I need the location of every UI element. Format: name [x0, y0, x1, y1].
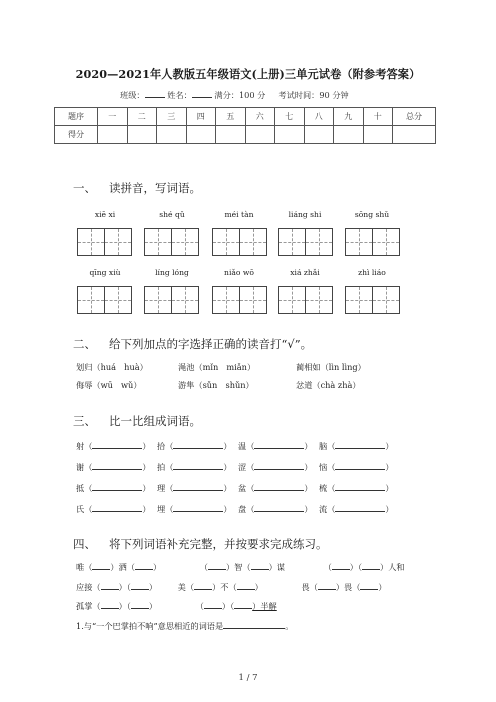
compare-item[interactable]: 拍（ ）	[157, 462, 232, 472]
idiom-item[interactable]: 唯（ ）洒（ ）	[76, 562, 162, 572]
compare-item[interactable]: 拾（ ）	[157, 441, 232, 451]
pronunciation-item[interactable]: 游隼（sǔn shǔn）	[178, 380, 254, 390]
compare-row	[76, 440, 400, 452]
score-col: 四	[186, 108, 216, 126]
section-2-heading	[73, 336, 312, 352]
pinyin-label: shé qǔ	[159, 210, 185, 219]
section-4-heading	[73, 536, 328, 552]
score-cell[interactable]	[157, 126, 187, 144]
score-value-row	[55, 126, 436, 144]
compare-item[interactable]: 盆（ ）	[238, 483, 313, 493]
idiom-item[interactable]: 应接（ ）（ ）	[76, 582, 158, 592]
question-1: 1.与“一个巴掌拍不响”意思相近的词语是 。	[76, 621, 294, 631]
pinyin-label: xiá zhǎi	[290, 268, 320, 277]
pronunciation-item[interactable]: 渑池（mǐn miǎn）	[178, 362, 256, 372]
section-1-number: 一、	[73, 181, 96, 195]
question-1-blank[interactable]	[223, 620, 285, 629]
section-2-number: 二、	[73, 337, 96, 351]
compare-item[interactable]: 氏（ ）	[76, 504, 151, 514]
section-1-title: 读拼音，写词语。	[109, 181, 201, 195]
compare-item[interactable]: 抵（ ）	[76, 483, 151, 493]
compare-row	[76, 461, 400, 473]
pinyin-label: zhì liáo	[358, 268, 386, 277]
section-4-title: 将下列词语补充完整，并按要求完成练习。	[109, 537, 328, 551]
writing-grid[interactable]	[278, 286, 333, 314]
compare-item[interactable]: 流（ ）	[319, 504, 394, 514]
score-cell[interactable]	[127, 126, 157, 144]
idiom-item[interactable]: 美（ ）不（ ）	[177, 582, 263, 592]
class-label: 班级：	[120, 90, 145, 100]
idiom-row	[76, 581, 387, 593]
question-1-text: 1.与“一个巴掌拍不响”意思相近的词语是	[76, 621, 224, 631]
score-col: 六	[245, 108, 275, 126]
score-col: 七	[275, 108, 305, 126]
compare-item[interactable]: 脑（ ）	[319, 441, 394, 451]
pronunciation-item[interactable]: 蔺相如（lìn lìng）	[296, 362, 366, 372]
idiom-item[interactable]: 畏（ ）畏（ ）	[301, 582, 387, 592]
score-col-total: 总分	[393, 108, 436, 126]
writing-grid[interactable]	[144, 228, 199, 256]
score-header-label: 题序	[55, 108, 98, 126]
idiom-item[interactable]: （ ）（ ）半解	[195, 601, 277, 611]
writing-grid[interactable]	[278, 228, 333, 256]
section-3-title: 比一比组成词语。	[109, 414, 201, 428]
writing-grid[interactable]	[212, 228, 267, 256]
compare-item[interactable]: 埋（ ）	[157, 504, 232, 514]
score-col: 三	[157, 108, 187, 126]
writing-grid[interactable]	[345, 228, 400, 256]
idiom-row	[76, 561, 405, 573]
idiom-row	[76, 600, 277, 612]
score-col: 一	[98, 108, 128, 126]
exam-meta	[120, 89, 349, 101]
pinyin-label: liáng shi	[288, 210, 322, 219]
score-col: 十	[363, 108, 393, 126]
idiom-item[interactable]: 孤掌（ ）（ ）	[76, 601, 158, 611]
compare-item[interactable]: 理（ ）	[157, 483, 232, 493]
pinyin-label: niǎo wō	[224, 268, 254, 277]
score-row-label: 得分	[55, 126, 98, 144]
name-label: 姓名：	[167, 90, 192, 100]
section-2-title: 给下列加点的字选择正确的读音打“√”。	[109, 337, 313, 351]
exam-time: 考试时间：90 分钟	[278, 90, 349, 100]
writing-grid[interactable]	[77, 286, 132, 314]
score-header-row	[55, 108, 436, 126]
score-cell[interactable]	[186, 126, 216, 144]
score-table	[54, 107, 436, 144]
section-3-number: 三、	[73, 414, 96, 428]
score-cell[interactable]	[275, 126, 305, 144]
writing-grid[interactable]	[345, 286, 400, 314]
page-number: 1 / 7	[238, 673, 258, 683]
score-cell[interactable]	[393, 126, 436, 144]
compare-item[interactable]: 涩（ ）	[238, 462, 313, 472]
score-cell[interactable]	[363, 126, 393, 144]
score-cell[interactable]	[334, 126, 364, 144]
score-cell[interactable]	[304, 126, 334, 144]
score-col: 九	[334, 108, 364, 126]
idiom-item[interactable]: （ ）智（ ）谋	[199, 562, 285, 572]
pronunciation-item[interactable]: 侮辱（wū wǔ）	[76, 380, 142, 390]
compare-item[interactable]: 射（ ）	[76, 441, 151, 451]
pinyin-label: líng lóng	[155, 268, 189, 277]
name-blank[interactable]	[192, 89, 212, 98]
pinyin-label: sōng shǔ	[354, 210, 390, 219]
compare-item[interactable]: 谢（ ）	[76, 462, 151, 472]
compare-item[interactable]: 温（ ）	[238, 441, 313, 451]
pronunciation-item[interactable]: 划归（huá huà）	[76, 362, 148, 372]
score-cell[interactable]	[245, 126, 275, 144]
pinyin-label: xiē xi	[94, 210, 116, 219]
compare-row	[76, 503, 400, 515]
writing-grid[interactable]	[212, 286, 267, 314]
pronunciation-item[interactable]: 忿道（chà zhà）	[296, 380, 361, 390]
pinyin-label: méi tàn	[224, 210, 254, 219]
score-cell[interactable]	[98, 126, 128, 144]
idiom-item[interactable]: （ ）（ ）人和	[323, 562, 405, 572]
section-4-number: 四、	[73, 537, 96, 551]
document-title: 2020—2021年人教版五年级语文(上册)三单元试卷（附参考答案）	[75, 67, 421, 81]
compare-item[interactable]: 梳（ ）	[319, 483, 394, 493]
score-col: 八	[304, 108, 334, 126]
section-3-heading	[73, 413, 201, 429]
full-score: 满分：100 分	[214, 90, 266, 100]
score-col: 五	[216, 108, 246, 126]
writing-grid[interactable]	[144, 286, 199, 314]
score-col: 二	[127, 108, 157, 126]
class-blank[interactable]	[145, 89, 165, 98]
compare-item[interactable]: 盘（ ）	[238, 504, 313, 514]
pinyin-label: qīng xiù	[89, 268, 121, 277]
compare-item[interactable]: 恼（ ）	[319, 462, 394, 472]
score-cell[interactable]	[216, 126, 246, 144]
compare-row	[76, 482, 400, 494]
section-1-heading	[73, 180, 201, 196]
writing-grid[interactable]	[77, 228, 132, 256]
